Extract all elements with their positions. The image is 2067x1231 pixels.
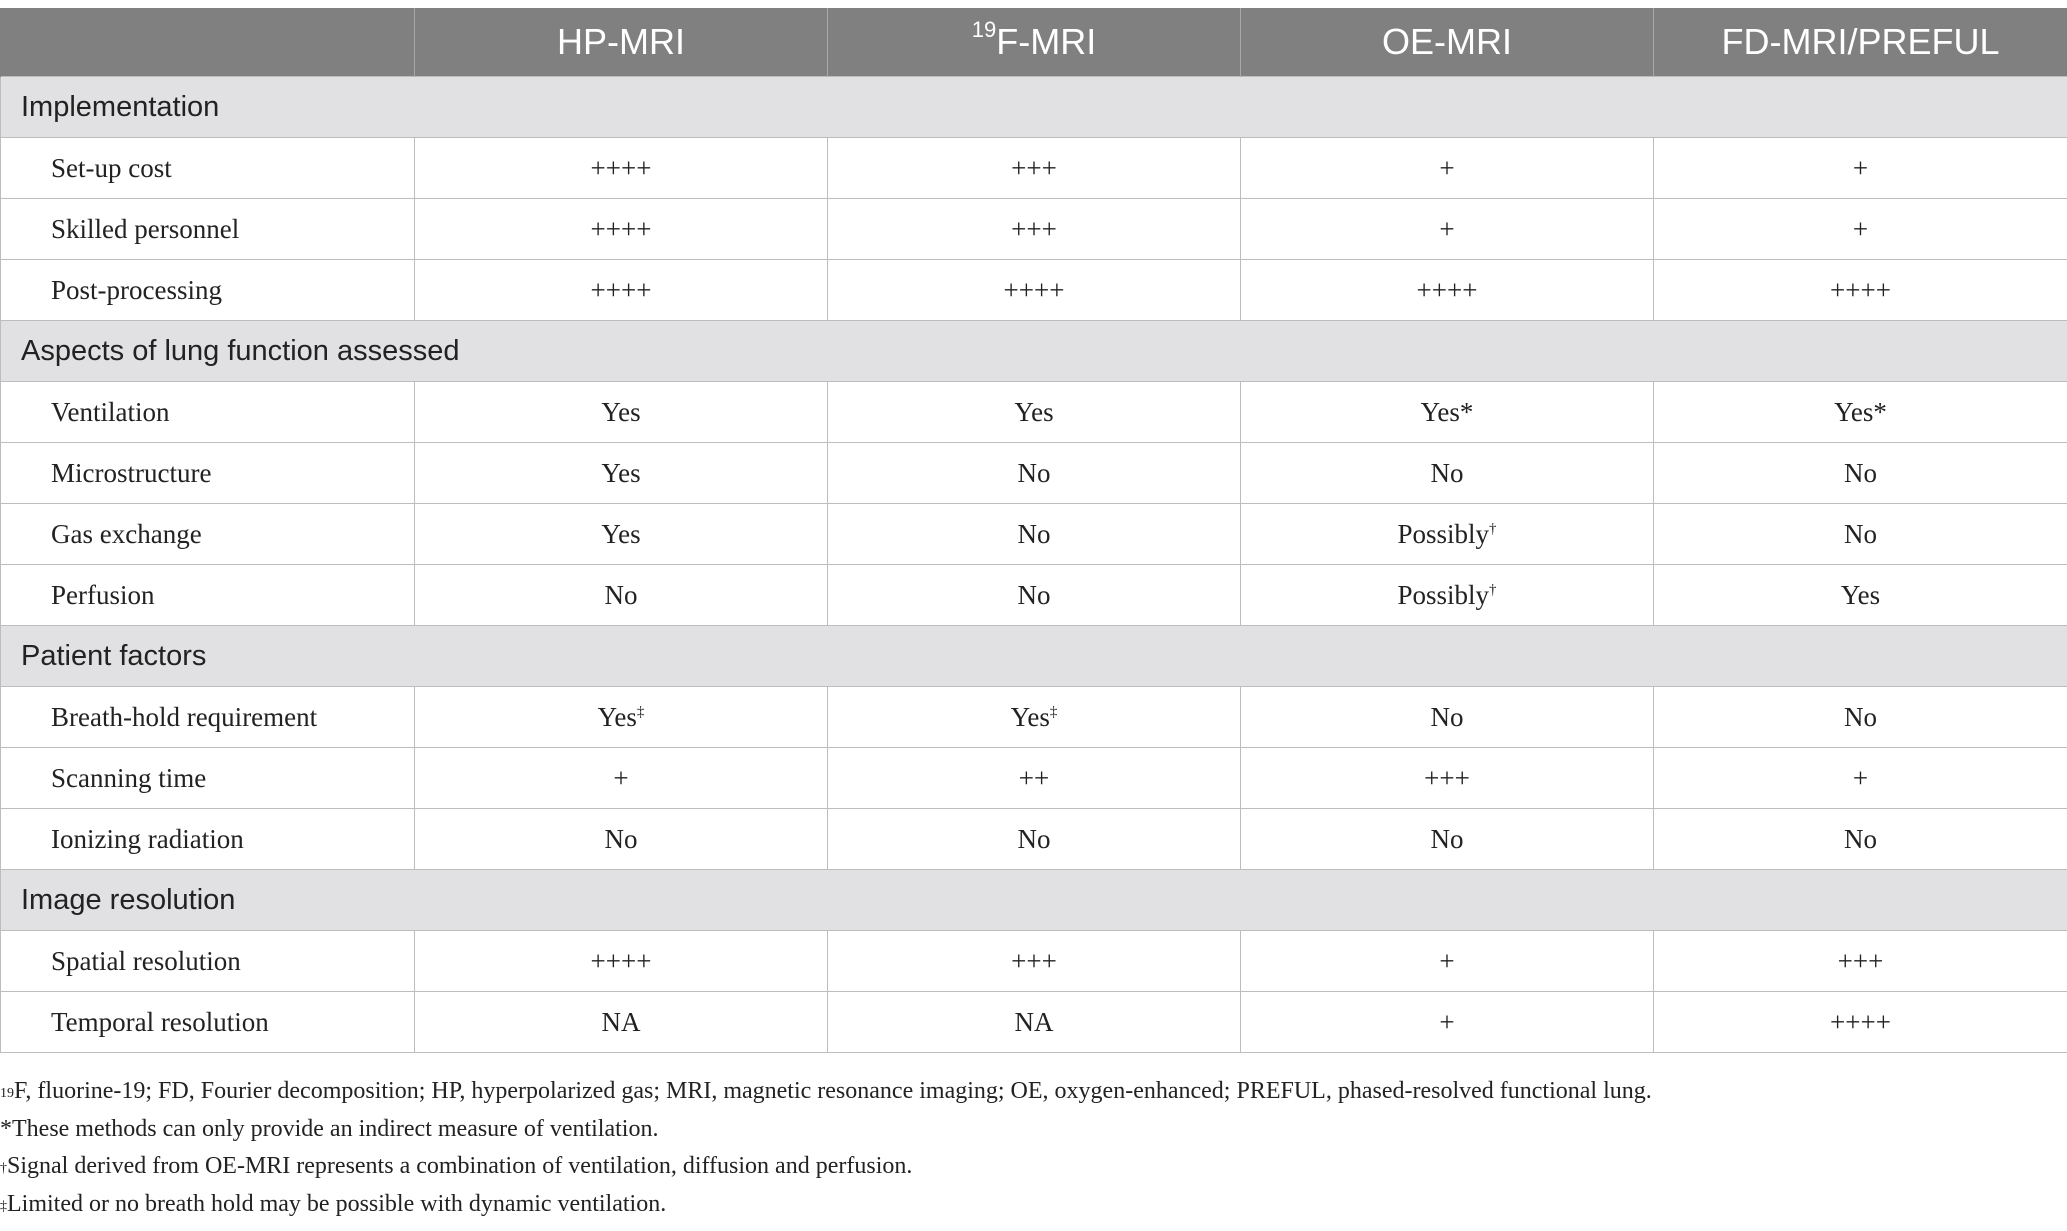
table-cell xyxy=(415,199,828,260)
table-cell xyxy=(828,199,1241,260)
row-label: Ventilation xyxy=(1,382,415,443)
table-cell xyxy=(1241,992,1654,1053)
cell-value: No xyxy=(604,823,638,854)
section-title: Patient factors xyxy=(1,626,2067,687)
table-row xyxy=(1,382,2067,443)
table-cell xyxy=(1654,504,2067,565)
cell-value: NA xyxy=(1014,1006,1054,1037)
cell-value: No xyxy=(1430,823,1464,854)
table-cell xyxy=(1654,748,2067,809)
table-row xyxy=(1,260,2067,321)
cell-value: +++ xyxy=(1011,213,1057,244)
table-cell xyxy=(1241,931,1654,992)
section-row xyxy=(1,626,2067,687)
cell-value: Yes xyxy=(1010,701,1050,732)
table-cell xyxy=(1241,504,1654,565)
table-body xyxy=(1,77,2067,1053)
table-row xyxy=(1,992,2067,1053)
table-cell xyxy=(828,565,1241,626)
cell-value: ++ xyxy=(1018,762,1050,793)
mri-comparison-table xyxy=(0,8,2067,1053)
table-cell xyxy=(1241,809,1654,870)
table-cell xyxy=(415,687,828,748)
table-row xyxy=(1,931,2067,992)
table-cell xyxy=(1241,260,1654,321)
table-cell xyxy=(828,260,1241,321)
table-cell xyxy=(828,809,1241,870)
row-label: Perfusion xyxy=(1,565,415,626)
table-row xyxy=(1,199,2067,260)
cell-value: ++++ xyxy=(1830,1006,1891,1037)
cell-value: + xyxy=(1439,945,1455,976)
table-cell xyxy=(1241,199,1654,260)
footnote xyxy=(0,1111,1652,1149)
table-cell xyxy=(415,809,828,870)
header-hp-mri: HP-MRI xyxy=(415,8,828,77)
table-row xyxy=(1,565,2067,626)
table-cell xyxy=(1654,809,2067,870)
row-label: Gas exchange xyxy=(1,504,415,565)
section-title: Aspects of lung function assessed xyxy=(1,321,2067,382)
table-cell xyxy=(415,565,828,626)
cell-value: + xyxy=(1852,152,1869,183)
table-cell xyxy=(1654,565,2067,626)
section-row xyxy=(1,870,2067,931)
cell-value: No xyxy=(1844,823,1877,854)
header-blank xyxy=(1,8,415,77)
footnote-text: F, fluorine-19; FD, Fourier decomposition; HP, hyperpolarized gas; MRI, magnetic resonance imaging; OE, oxygen-enhanced; PREFUL, phased-resolved functional lung. xyxy=(14,1078,1652,1104)
row-label: Scanning time xyxy=(1,748,415,809)
cell-value: + xyxy=(1852,762,1869,793)
table-cell xyxy=(1654,931,2067,992)
table-cell xyxy=(1654,382,2067,443)
cell-value: Yes xyxy=(1014,396,1054,427)
cell-value: No xyxy=(1017,823,1051,854)
section-title: Image resolution xyxy=(1,870,2067,931)
cell-value: No xyxy=(1017,579,1051,610)
header-19f-label: F-MRI xyxy=(996,21,1097,62)
table-cell xyxy=(828,992,1241,1053)
row-label: Temporal resolution xyxy=(1,992,415,1053)
table-cell xyxy=(828,687,1241,748)
cell-value: No xyxy=(1430,457,1464,488)
cell-value: Yes xyxy=(601,396,641,427)
table-row xyxy=(1,687,2067,748)
cell-value: +++ xyxy=(1011,152,1057,183)
table-cell xyxy=(828,504,1241,565)
section-title: Implementation xyxy=(1,77,2067,138)
table-row xyxy=(1,138,2067,199)
cell-footnote-mark: † xyxy=(1489,520,1497,537)
row-label: Skilled personnel xyxy=(1,199,415,260)
comparison-table-container xyxy=(0,8,2067,1053)
section-row xyxy=(1,321,2067,382)
footnote xyxy=(0,1073,1652,1111)
header-fd-mri-preful: FD-MRI/PREFUL xyxy=(1654,8,2067,77)
table-row xyxy=(1,809,2067,870)
table-cell xyxy=(1654,260,2067,321)
cell-value: ++++ xyxy=(590,274,652,305)
cell-value: No xyxy=(1430,701,1464,732)
table-cell xyxy=(415,931,828,992)
cell-value: Yes xyxy=(601,457,641,488)
table-cell xyxy=(1241,687,1654,748)
row-label: Microstructure xyxy=(1,443,415,504)
cell-value: + xyxy=(1439,152,1455,183)
cell-value: + xyxy=(1439,1006,1455,1037)
row-label: Ionizing radiation xyxy=(1,809,415,870)
header-oe-mri: OE-MRI xyxy=(1241,8,1654,77)
cell-value: ++++ xyxy=(590,213,652,244)
row-label: Post-processing xyxy=(1,260,415,321)
cell-footnote-mark: ‡ xyxy=(636,703,645,720)
table-cell xyxy=(1654,443,2067,504)
table-cell xyxy=(828,748,1241,809)
cell-value: No xyxy=(1844,457,1877,488)
table-cell xyxy=(1241,748,1654,809)
cell-value: ++++ xyxy=(590,945,652,976)
cell-value: Yes xyxy=(1840,579,1881,610)
cell-value: NA xyxy=(601,1006,641,1037)
cell-footnote-mark: ‡ xyxy=(1049,703,1058,720)
table-cell xyxy=(1241,565,1654,626)
footnote-text: *These methods can only provide an indirect measure of ventilation. xyxy=(0,1115,659,1142)
table-row xyxy=(1,504,2067,565)
footnote xyxy=(0,1148,1652,1186)
cell-value: ++++ xyxy=(1003,274,1065,305)
table-cell xyxy=(1654,992,2067,1053)
table-footnotes xyxy=(0,1073,1652,1223)
table-cell xyxy=(1241,138,1654,199)
cell-value: +++ xyxy=(1424,762,1470,793)
table-cell xyxy=(415,504,828,565)
cell-value: + xyxy=(1439,213,1455,244)
table-cell xyxy=(415,260,828,321)
row-label: Spatial resolution xyxy=(1,931,415,992)
cell-value: No xyxy=(1844,518,1877,549)
row-label: Breath-hold requirement xyxy=(1,687,415,748)
cell-value: Yes xyxy=(597,701,637,732)
table-cell xyxy=(1654,199,2067,260)
cell-value: + xyxy=(613,762,629,793)
table-row xyxy=(1,443,2067,504)
cell-value: Possibly xyxy=(1397,579,1490,610)
table-cell xyxy=(828,138,1241,199)
table-cell xyxy=(415,748,828,809)
row-label: Set-up cost xyxy=(1,138,415,199)
table-header xyxy=(1,8,2067,77)
cell-value: ++++ xyxy=(590,152,652,183)
table-cell xyxy=(1241,382,1654,443)
section-row xyxy=(1,77,2067,138)
table-cell xyxy=(828,382,1241,443)
table-cell xyxy=(828,931,1241,992)
cell-value: Yes* xyxy=(1420,396,1474,427)
table-cell xyxy=(1241,443,1654,504)
cell-value: No xyxy=(1017,457,1051,488)
cell-value: No xyxy=(1844,701,1877,732)
cell-value: ++++ xyxy=(1416,274,1478,305)
header-row xyxy=(1,8,2067,77)
footnote-text: Signal derived from OE-MRI represents a combination of ventilation, diffusion and perfusion. xyxy=(7,1153,913,1179)
cell-value: Possibly xyxy=(1397,518,1490,549)
cell-value: No xyxy=(604,579,638,610)
table-cell xyxy=(415,992,828,1053)
cell-value: Yes* xyxy=(1834,396,1887,427)
footnote-mark: 19 xyxy=(0,1086,14,1101)
header-19f-superscript: 19 xyxy=(971,17,997,42)
cell-value: ++++ xyxy=(1830,274,1891,305)
table-cell xyxy=(1654,138,2067,199)
cell-value: +++ xyxy=(1011,945,1057,976)
header-19f-mri xyxy=(828,8,1241,77)
table-cell xyxy=(415,138,828,199)
table-cell xyxy=(415,382,828,443)
table-cell xyxy=(828,443,1241,504)
cell-value: +++ xyxy=(1837,945,1884,976)
cell-value: + xyxy=(1852,213,1869,244)
footnote xyxy=(0,1186,1652,1224)
table-cell xyxy=(1654,687,2067,748)
footnote-mark: † xyxy=(0,1161,7,1176)
cell-value: No xyxy=(1017,518,1051,549)
footnote-mark: ‡ xyxy=(0,1198,7,1214)
cell-value: Yes xyxy=(601,518,641,549)
table-cell xyxy=(415,443,828,504)
table-row xyxy=(1,748,2067,809)
cell-footnote-mark: † xyxy=(1489,581,1497,598)
footnote-text: Limited or no breath hold may be possible with dynamic ventilation. xyxy=(7,1190,667,1217)
